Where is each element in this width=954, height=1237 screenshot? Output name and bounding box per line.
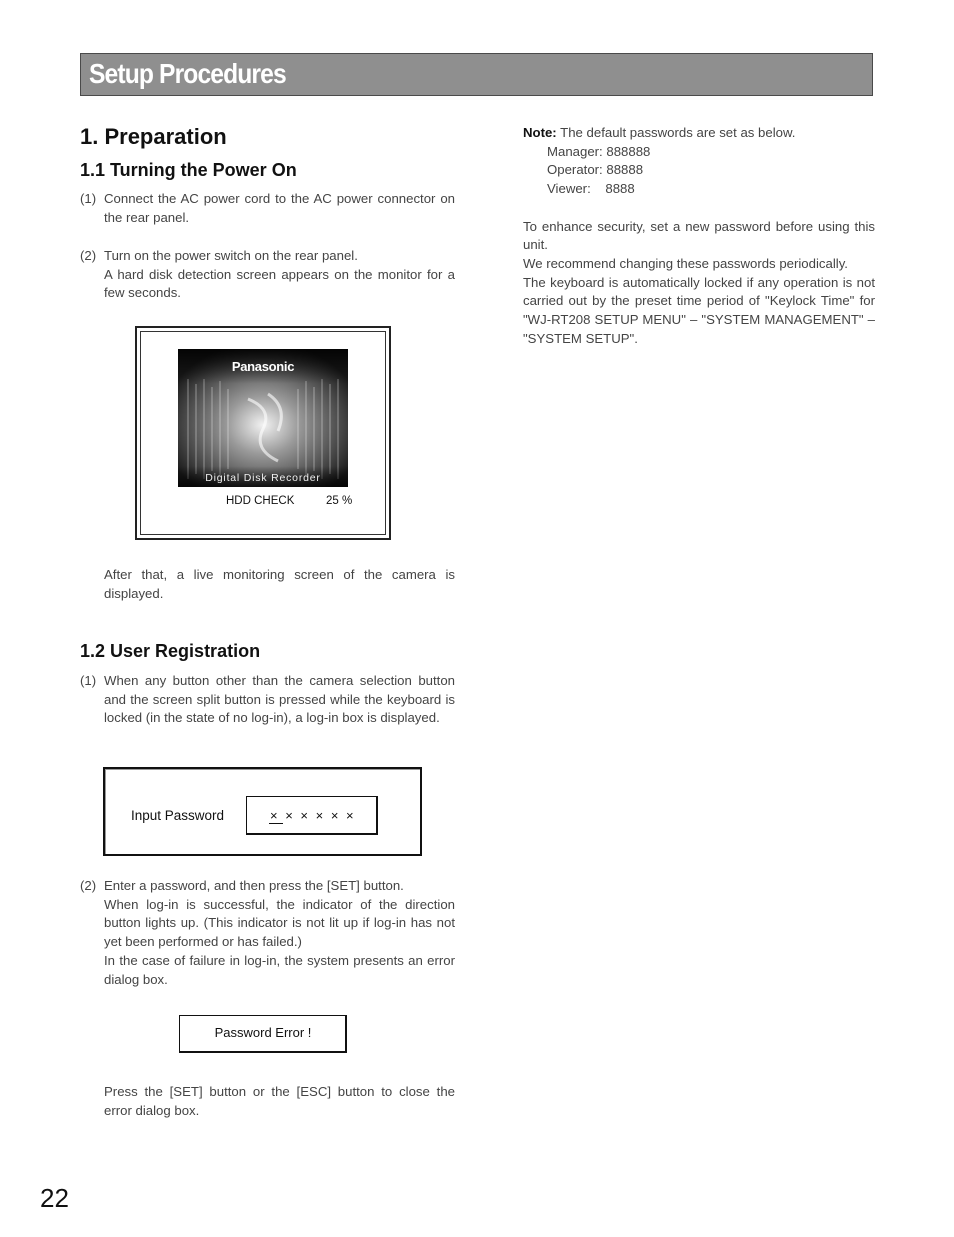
step-text-line: Turn on the power switch on the rear panel. xyxy=(104,248,358,263)
after-power-text xyxy=(104,566,455,603)
default-password-operator: Operator: 88888 xyxy=(547,162,644,178)
default-password-viewer: Viewer: 8888 xyxy=(547,181,635,197)
hdd-check-label: HDD CHECK xyxy=(226,495,295,507)
default-password-manager: Manager: 888888 xyxy=(547,143,651,159)
splash-image xyxy=(178,349,348,487)
security-paragraph: To enhance security, set a new password before using this unit. xyxy=(523,218,875,253)
header-bar xyxy=(80,53,873,96)
step-text xyxy=(104,877,455,989)
recommend-paragraph: We recommend changing these passwords periodically. xyxy=(523,255,848,271)
step-text: When any button other than the camera selection button and the screen split button is pressed while the keyboard is locked (in the state of no log-in), a log-in box is displayed. xyxy=(104,673,455,726)
text-cursor xyxy=(269,823,283,824)
subsection-heading-power-on: 1.1 Turning the Power On xyxy=(80,160,297,180)
step-text: Connect the AC power cord to the AC power connector on the rear panel. xyxy=(104,191,455,225)
note-block xyxy=(523,124,875,348)
step-number: (1) xyxy=(80,191,97,206)
step-user-2 xyxy=(80,877,455,992)
product-name: Digital Disk Recorder xyxy=(205,472,321,484)
step-power-1 xyxy=(80,190,455,230)
paragraph: Press the [SET] button or the [ESC] button to close the error dialog box. xyxy=(104,1084,455,1118)
keylock-paragraph: The keyboard is automatically locked if any operation is not carried out by the preset time period of "Keylock Time" for "WJ-RT208 SETUP MENU" – "SYSTEM MANAGEMENT" – "SYSTEM SETUP". xyxy=(523,274,875,346)
brand-logo-text: Panasonic xyxy=(231,359,295,374)
step-text-line: Enter a password, and then press the [SET] button. xyxy=(104,878,404,893)
close-dialog-text xyxy=(104,1083,455,1120)
spacer xyxy=(523,199,875,218)
hdd-check-percent: 25 % xyxy=(326,495,353,507)
step-user-1 xyxy=(80,672,455,752)
note-intro: The default passwords are set as below. xyxy=(560,125,796,140)
step-text xyxy=(104,247,455,303)
page-number: 22 xyxy=(40,1183,69,1213)
step-power-2 xyxy=(80,247,455,307)
step-text-line: When log-in is successful, the indicator of the direction button lights up. (This indicator is not lit up if log-in has not yet been performed or has failed.) xyxy=(104,896,455,950)
section-heading-preparation: 1. Preparation xyxy=(80,124,227,149)
step-number: (1) xyxy=(80,673,97,688)
password-error-text: Password Error ! xyxy=(214,1025,312,1040)
step-number: (2) xyxy=(80,248,97,263)
page-title: Setup Procedures xyxy=(89,58,286,89)
step-text-line: In the case of failure in log-in, the system presents an error dialog box. xyxy=(104,952,455,987)
note-label: Note: xyxy=(523,125,557,140)
step-text-line: A hard disk detection screen appears on the monitor for a few seconds. xyxy=(104,266,455,301)
password-masked-value: × × × × × × xyxy=(270,808,356,823)
note-intro-line xyxy=(523,124,875,143)
step-number: (2) xyxy=(80,878,97,893)
paragraph: After that, a live monitoring screen of the camera is displayed. xyxy=(104,567,455,601)
input-password-label: Input Password xyxy=(131,808,225,823)
subsection-heading-user-registration: 1.2 User Registration xyxy=(80,641,261,661)
